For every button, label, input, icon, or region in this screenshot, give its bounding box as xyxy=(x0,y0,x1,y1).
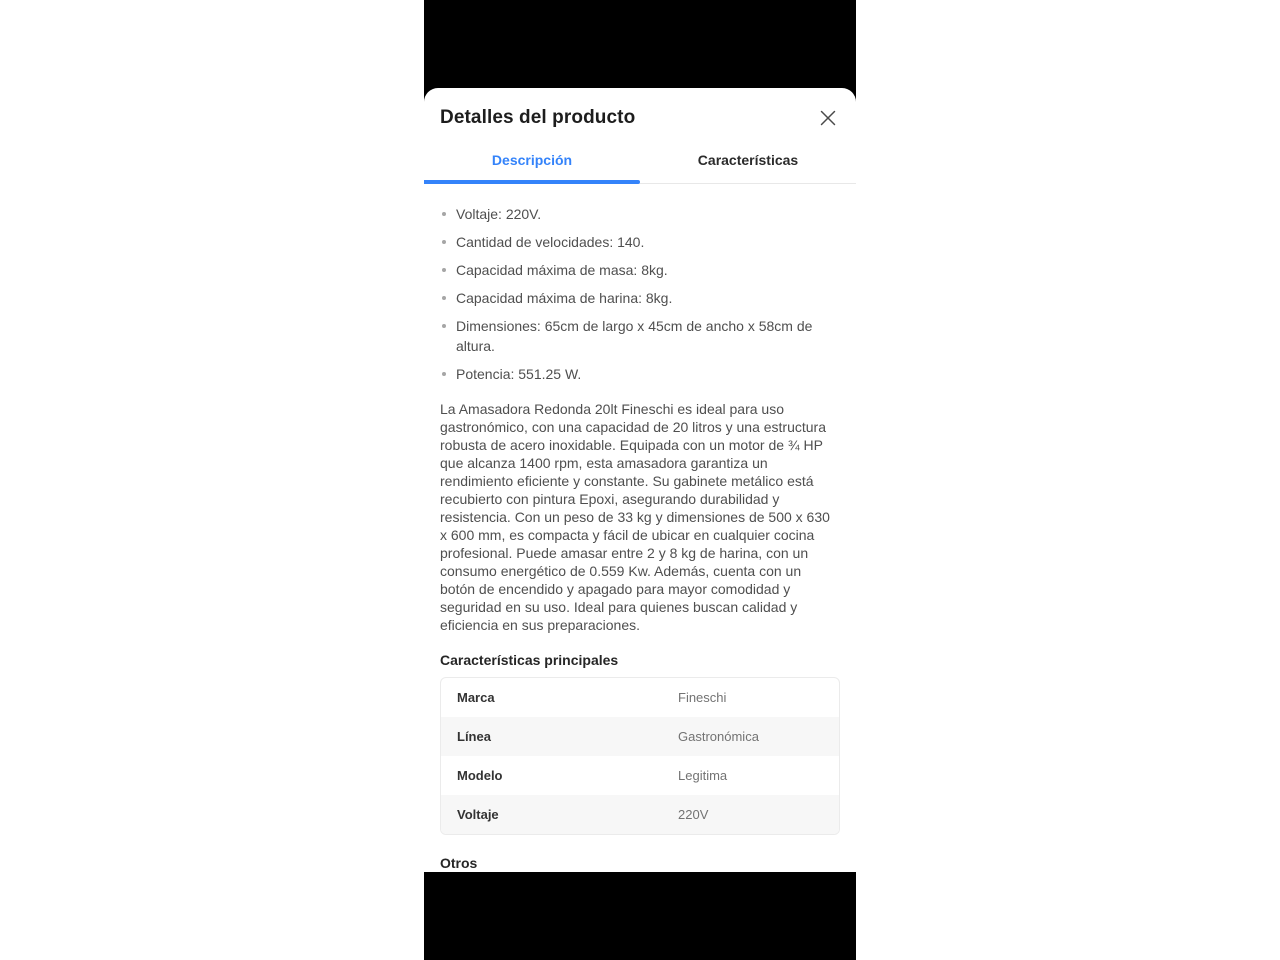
tab-descripcion-label: Descripción xyxy=(491,152,573,168)
spec-label: Voltaje xyxy=(457,807,499,822)
tab-descripcion[interactable] xyxy=(424,140,640,183)
bullet-text: Potencia: 551.25 W. xyxy=(456,366,582,382)
spec-value: Fineschi xyxy=(678,690,727,705)
close-button[interactable] xyxy=(816,106,840,130)
spec-label: Modelo xyxy=(457,768,503,783)
spec-bullet-list xyxy=(440,204,840,384)
spec-value: Gastronómica xyxy=(678,729,759,744)
modal-header xyxy=(424,88,856,140)
spec-value: Legitima xyxy=(678,768,728,783)
section-heading-main-features: Características principales xyxy=(440,652,619,668)
bullet-text: Voltaje: 220V. xyxy=(456,206,542,222)
table-row xyxy=(441,717,839,756)
main-features-table xyxy=(440,677,840,835)
list-item xyxy=(440,364,840,384)
active-tab-underline xyxy=(424,180,640,184)
list-item xyxy=(440,232,840,252)
list-item xyxy=(440,316,840,356)
bullet-icon xyxy=(442,296,446,300)
bullet-text: Cantidad de velocidades: 140. xyxy=(456,234,645,250)
table-row xyxy=(441,678,839,717)
product-details-modal xyxy=(424,88,856,960)
spec-label: Línea xyxy=(457,729,491,744)
spec-value: 220V xyxy=(678,807,709,822)
list-item xyxy=(440,204,840,224)
tab-caracteristicas-label: Características xyxy=(697,152,799,168)
list-item xyxy=(440,288,840,308)
bottom-letterbox xyxy=(424,872,856,960)
section-heading-others: Otros xyxy=(440,855,478,871)
tab-bar xyxy=(424,140,856,184)
bullet-icon xyxy=(442,372,446,376)
bullet-text: Capacidad máxima de masa: 8kg. xyxy=(456,262,668,278)
table-row xyxy=(441,756,839,795)
bullet-icon xyxy=(442,324,446,328)
bullet-icon xyxy=(442,212,446,216)
modal-title: Detalles del producto xyxy=(440,107,636,128)
bullet-icon xyxy=(442,268,446,272)
table-row xyxy=(441,795,839,834)
spec-label: Marca xyxy=(457,690,495,705)
bullet-text: Dimensiones: 65cm de largo x 45cm de ancho x 58cm de altura. xyxy=(456,318,813,354)
list-item xyxy=(440,260,840,280)
phone-frame xyxy=(424,0,856,960)
tab-caracteristicas[interactable] xyxy=(640,140,856,183)
bullet-text: Capacidad máxima de harina: 8kg. xyxy=(456,290,673,306)
close-icon xyxy=(820,110,836,126)
bullet-icon xyxy=(442,240,446,244)
description-panel xyxy=(424,184,856,940)
product-description-text: La Amasadora Redonda 20lt Fineschi es ideal para uso gastronómico, con una capacidad de 20 litros y una estructura robusta de acero inoxidable. Equipada con un motor de ¾ HP que alcanza 1400 rpm, esta amasadora garantiza un rendimiento eficiente y constante. Su gabinete metálico está recubierto con pintura Epoxi, asegurando durabilidad y resistencia. Con un peso de 33 kg y dimensiones de 500 x 630 x 600 mm, es compacta y fácil de ubicar en cualquier cocina profesional. Puede amasar entre 2 y 8 kg de harina, con un consumo energético de 0.559 Kw. Además, cuenta con un botón de encendido y apagado para mayor comodidad y seguridad en su uso. Ideal para quienes buscan calidad y eficiencia en sus preparaciones. xyxy=(440,401,830,633)
